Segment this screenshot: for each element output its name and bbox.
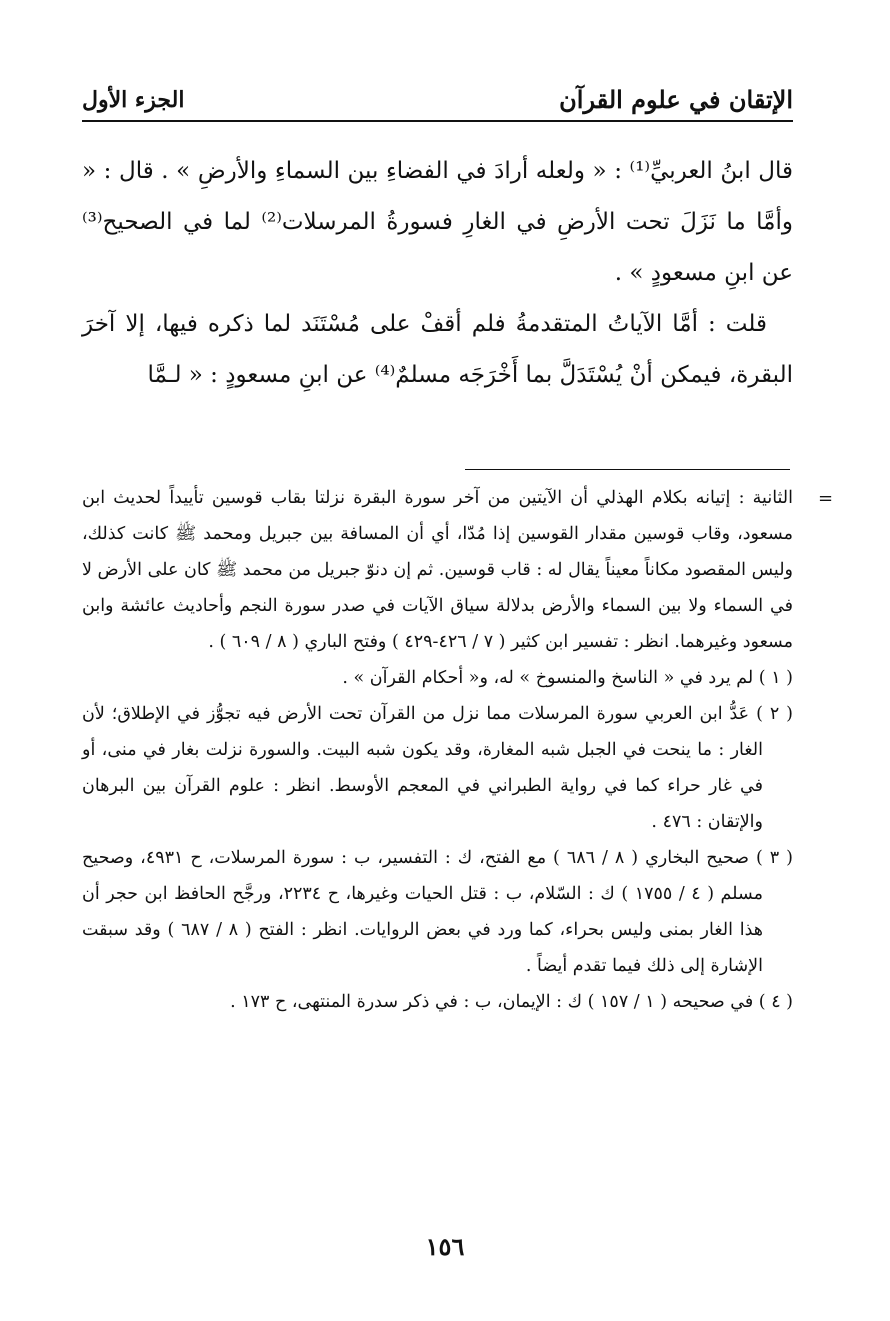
footnotes: [82, 480, 793, 1020]
page-number: ١٥٦: [425, 1232, 465, 1261]
footnote-item: ( ٢ ) عَدُّ ابن العربي سورة المرسلات مما نزل من القرآن تحت الأرض فيه تجوُّز في الإطلاق؛ لأن الغار : ما ينحت في الجبل شبه المغارة، وقد يكون شبه البيت. والسورة نزلت بغار في منى، أو في غار حراء كما في رواية الطبراني في المعجم الأوسط. انظر : علوم القرآن بين البرهان والإتقان : ٤٧٦ .: [82, 704, 793, 832]
footnote-separator: [465, 469, 790, 470]
main-paragraph: قلت : أمَّا الآياتُ المتقدمةُ فلم أقفْ على مُسْتَنَد لما ذكره فيها، إلا آخرَ البقرة، فيمكن أنْ يُسْتَدَلَّ بما أَخْرَجَه مسلمٌ⁽⁴⁾ عن ابنِ مسعودٍ : « لـمَّا: [82, 311, 793, 388]
running-header: [82, 76, 793, 122]
footnote-continuation: الثانية : إتيانه بكلام الهذلي أن الآيتين من آخر سورة البقرة نزلتا بقاب قوسين تأييداً لحديث ابن مسعود، وقاب قوسين مقدار القوسين إذا مُدّا، أي أن المسافة بين جبريل ومحمد ﷺ كانت كذلك، وليس المقصود مكاناً معيناً يقال له : قاب قوسين. ثم إن دنوّ جبريل من محمد ﷺ كان على الأرض لا في السماء ولا بين السماء والأرض بدلالة سياق الآيات في صدر سورة النجم وأحاديث عائشة وابن مسعود وغيرهما. انظر : تفسير ابن كثير ( ٧ / ٤٢٦-٤٢٩ ) وفتح الباري ( ٨ / ٦٠٩ ) .: [82, 488, 793, 652]
part-label: الجزء الأول: [82, 87, 185, 113]
book-title: الإتقان في علوم القرآن: [559, 85, 793, 114]
main-text: [82, 146, 793, 401]
footnote-item: ( ١ ) لم يرد في « الناسخ والمنسوخ » له، و« أحكام القرآن » .: [342, 668, 793, 688]
footnote-item: ( ٤ ) في صحيحه ( ١ / ١٥٧ ) ك : الإيمان، ب : في ذكر سدرة المنتهى، ح ١٧٣ .: [230, 992, 793, 1012]
footnote-item: ( ٣ ) صحيح البخاري ( ٨ / ٦٨٦ ) مع الفتح، ك : التفسير، ب : سورة المرسلات، ح ٤٩٣١، وصحيح مسلم ( ٤ / ١٧٥٥ ) ك : السّلام، ب : قتل الحيات وغيرها، ح ٢٢٣٤، ورجَّح الحافظ ابن حجر أن هذا الغار بمنى وليس بحراء، كما ورد في بعض الروايات. انظر : الفتح ( ٨ / ٦٨٧ ) وقد سبقت الإشارة إلى ذلك فيما تقدم أيضاً .: [82, 848, 793, 976]
continuation-mark: =: [818, 488, 834, 509]
main-paragraph: قال ابنُ العربيِّ⁽¹⁾ : « ولعله أرادَ في الفضاءِ بين السماءِ والأرضِ » . قال : « وأمَّا ما نَزَلَ تحت الأرضِ في الغارِ فسورةُ المرسلات⁽²⁾ لما في الصحيح⁽³⁾ عن ابنِ مسعودٍ » .: [82, 158, 794, 286]
